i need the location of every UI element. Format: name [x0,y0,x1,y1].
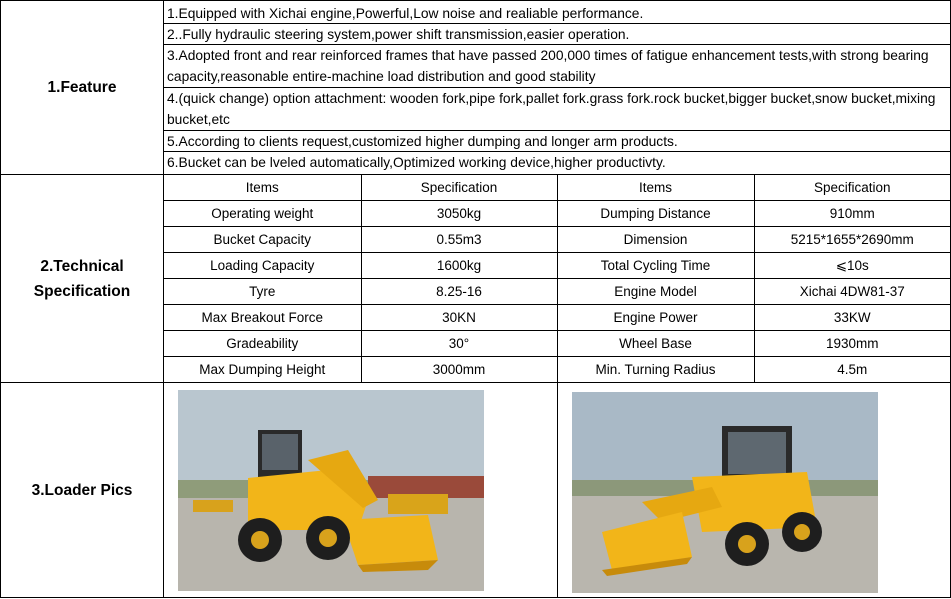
spec-header-specification: Specification [361,175,557,201]
spec-value: Xichai 4DW81-37 [754,279,950,305]
spec-item: Loading Capacity [164,253,361,279]
feature-list [164,1,951,175]
spec-header-items: Items [557,175,754,201]
feature-item: 5.According to clients request,customized higher dumping and longer arm products. [164,131,950,152]
spec-value: 8.25-16 [361,279,557,305]
spec-item: Dumping Distance [557,201,754,227]
spec-value: 3000mm [361,357,557,383]
feature-item: 4.(quick change) option attachment: wooden fork,pipe fork,pallet fork.grass fork.rock bucket,bigger bucket,snow bucket,mixing bucket,etc [164,88,950,131]
spec-item: Operating weight [164,201,361,227]
spec-row [164,357,950,383]
loader-photo-left [178,390,484,591]
spec-row [164,331,950,357]
spec-table [164,175,950,382]
spec-item: Bucket Capacity [164,227,361,253]
spec-row [164,253,950,279]
technical-label [1,175,164,383]
pics-label: 3.Loader Pics [1,383,164,598]
feature-item: 2..Fully hydraulic steering system,power shift transmission,easier operation. [164,24,950,45]
spec-value: 4.5m [754,357,950,383]
spec-table-cell [164,175,951,383]
feature-item: 3.Adopted front and rear reinforced frames that have passed 200,000 times of fatigue enhancement tests,with strong bearing capacity,reasonable entire-machine load distribution and good stability [164,45,950,88]
spec-item: Gradeability [164,331,361,357]
spec-header-items: Items [164,175,361,201]
pics-cell [164,383,951,598]
spec-item: Engine Power [557,305,754,331]
feature-label: 1.Feature [1,1,164,175]
feature-item: 6.Bucket can be lveled automatically,Optimized working device,higher productivty. [167,154,666,170]
loader-photo-right [572,392,878,593]
spec-value: 30° [361,331,557,357]
spec-value: 0.55m3 [361,227,557,253]
technical-label-line1: 2.Technical [40,257,124,275]
spec-row [164,201,950,227]
spec-value: 33KW [754,305,950,331]
spec-value: 3050kg [361,201,557,227]
spec-row [164,227,950,253]
loader-photo-cell-left [164,383,557,597]
spec-value: 5215*1655*2690mm [754,227,950,253]
loader-photo-cell-right [557,383,951,597]
spec-value: 30KN [361,305,557,331]
spec-header-specification: Specification [754,175,950,201]
spec-value: 1930mm [754,331,950,357]
spec-value: 910mm [754,201,950,227]
spec-row [164,279,950,305]
spec-item: Engine Model [557,279,754,305]
spec-header-row [164,175,950,201]
technical-label-line2: Specification [33,282,131,300]
spec-item: Dimension [557,227,754,253]
spec-value: 1600kg [361,253,557,279]
spec-value: ⩽10s [754,253,950,279]
spec-item: Tyre [164,279,361,305]
spec-item: Max Dumping Height [164,357,361,383]
spec-item: Wheel Base [557,331,754,357]
spec-row [164,305,950,331]
feature-item: 1.Equipped with Xichai engine,Powerful,Low noise and realiable performance. [164,3,950,24]
spec-item: Min. Turning Radius [557,357,754,383]
spec-item: Total Cycling Time [557,253,754,279]
spec-item: Max Breakout Force [164,305,361,331]
